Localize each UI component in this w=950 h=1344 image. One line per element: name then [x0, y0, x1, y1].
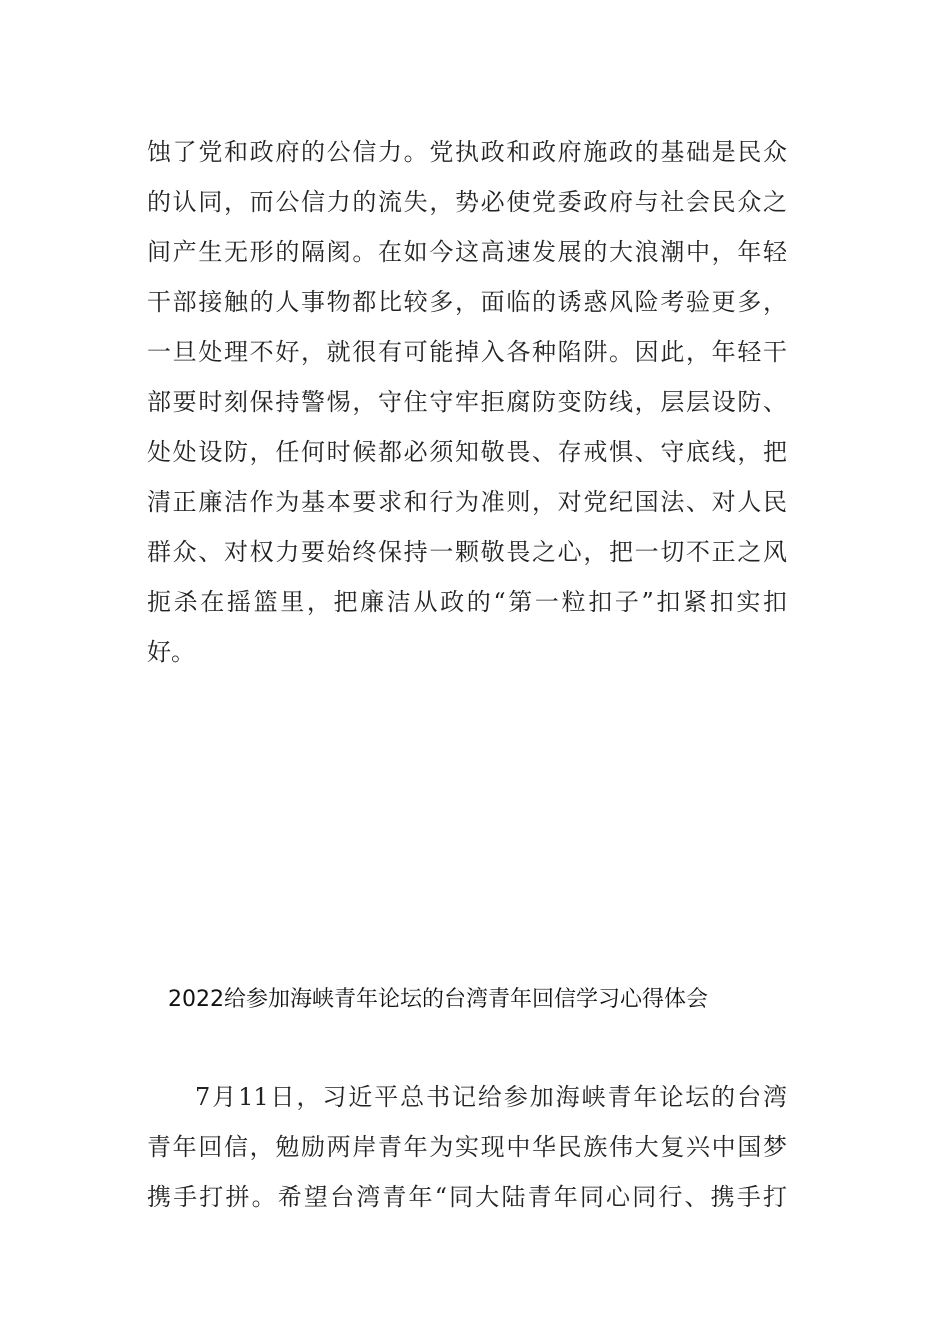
paragraph-line: 干部接触的人事物都比较多，面临的诱惑风险考验更多， [147, 288, 787, 316]
paragraph-line: 一旦处理不好，就很有可能掉入各种陷阱。因此，年轻干 [147, 338, 787, 366]
paragraph-line: 群众、对权力要始终保持一颗敬畏之心，把一切不正之风 [147, 538, 787, 566]
paragraph-line: 的认同，而公信力的流失，势必使党委政府与社会民众之 [147, 188, 787, 216]
paragraph-line: 部要时刻保持警惕，守住守牢拒腐防变防线，层层设防、 [147, 388, 787, 416]
paragraph-line: 好。 [147, 638, 195, 666]
paragraph-line: 处处设防，任何时候都必须知敬畏、存戒惧、守底线，把 [147, 438, 787, 466]
paragraph-line: 7月11日，习近平总书记给参加海峡青年论坛的台湾 [195, 1083, 787, 1111]
paragraph-line: 间产生无形的隔阂。在如今这高速发展的大浪潮中，年轻 [147, 238, 787, 266]
paragraph-line: 蚀了党和政府的公信力。党执政和政府施政的基础是民众 [147, 138, 787, 166]
article-title: 2022给参加海峡青年论坛的台湾青年回信学习心得体会 [168, 987, 708, 1012]
paragraph-line: 清正廉洁作为基本要求和行为准则，对党纪国法、对人民 [147, 488, 787, 516]
paragraph-line: 扼杀在摇篮里，把廉洁从政的“第一粒扣子”扣紧扣实扣 [147, 588, 787, 616]
paragraph-line: 青年回信，勉励两岸青年为实现中华民族伟大复兴中国梦 [147, 1133, 787, 1161]
paragraph-line: 携手打拼。希望台湾青年“同大陆青年同心同行、携手打 [147, 1183, 787, 1211]
